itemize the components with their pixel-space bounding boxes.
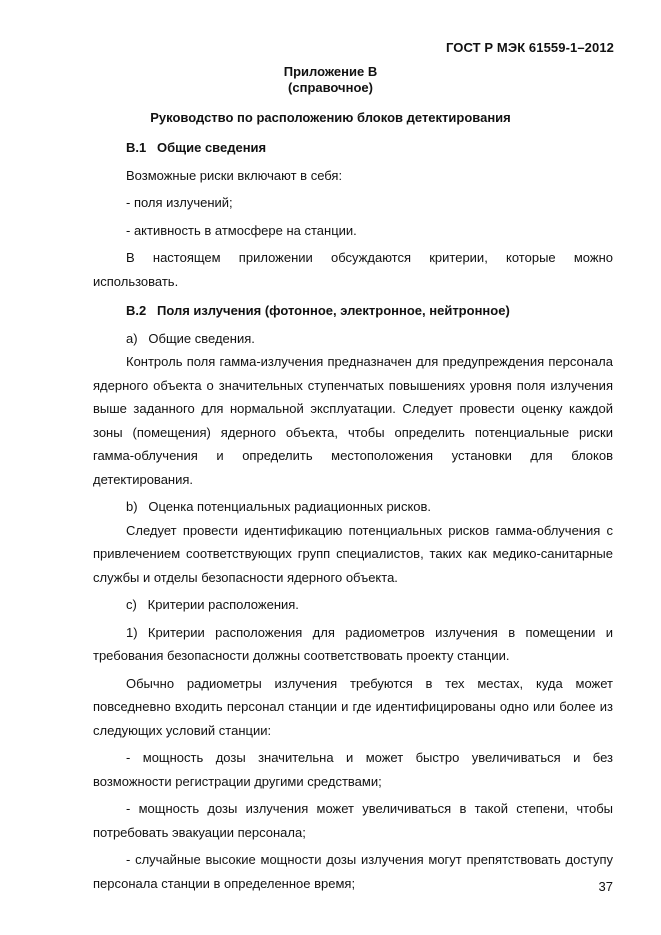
section-number: В.1	[126, 140, 147, 155]
section-title: Общие сведения	[157, 140, 267, 155]
paragraph: В настоящем приложении обсуждаются критерии, которые можно использовать.	[93, 250, 613, 289]
paragraph: Возможные риски включают в себя:	[126, 167, 343, 183]
paragraph: Контроль поля гамма-излучения предназначен для предупреждения персонала ядерного объекта о значительных ступенчатых повышениях уровня поля излучения выше заданного для нормальной эксплуатации. Следует провести оценку каждой зоны (помещения) ядерного объекта, чтобы определить потенциальные риски гамма-облучения и определить местоположения установки для блоков детектирования.	[93, 354, 613, 487]
list-item: b) Оценка потенциальных радиационных рисков.	[126, 499, 432, 514]
section-heading-b2	[93, 299, 613, 323]
list-item: - мощность дозы излучения может увеличиваться в такой степени, чтобы потребовать эвакуации персонала;	[93, 801, 613, 840]
list-item: с) Критерии расположения.	[126, 597, 299, 612]
paragraph: Обычно радиометры излучения требуются в тех местах, куда может повседневно входить персонал станции и где идентифицированы одно или более из следующих условий станции:	[93, 675, 613, 738]
section-title: Поля излучения (фотонное, электронное, нейтронное)	[157, 303, 510, 318]
appendix-heading	[0, 64, 661, 96]
appendix-title: Приложение В	[283, 64, 378, 79]
page-title: Руководство по расположению блоков детектирования	[150, 110, 511, 125]
document-body	[93, 132, 613, 895]
list-item: - поля излучений;	[126, 195, 233, 210]
section-heading-b1	[93, 136, 613, 160]
list-item: а) Общие сведения.	[126, 330, 255, 346]
section-number: В.2	[126, 303, 147, 318]
standard-header: ГОСТ Р МЭК 61559-1–2012	[446, 40, 614, 55]
list-item: 1) Критерии расположения для радиометров излучения в помещении и требования безопасности должны соответствовать проекту станции.	[93, 624, 613, 663]
appendix-note: (справочное)	[288, 80, 373, 95]
list-item: - мощность дозы значительна и может быстро увеличиваться и без возможности регистрации другими средствами;	[93, 750, 613, 789]
list-item: - активность в атмосфере на станции.	[126, 222, 357, 238]
paragraph: Следует провести идентификацию потенциальных рисков гамма-облучения с привлечением соответствующих групп специалистов, таких как медико-санитарные службы и отделы безопасности ядерного объекта.	[93, 522, 613, 585]
page-number: 37	[598, 879, 613, 894]
list-item: - случайные высокие мощности дозы излучения могут препятствовать доступу персонала станции в определенное время;	[93, 852, 613, 891]
